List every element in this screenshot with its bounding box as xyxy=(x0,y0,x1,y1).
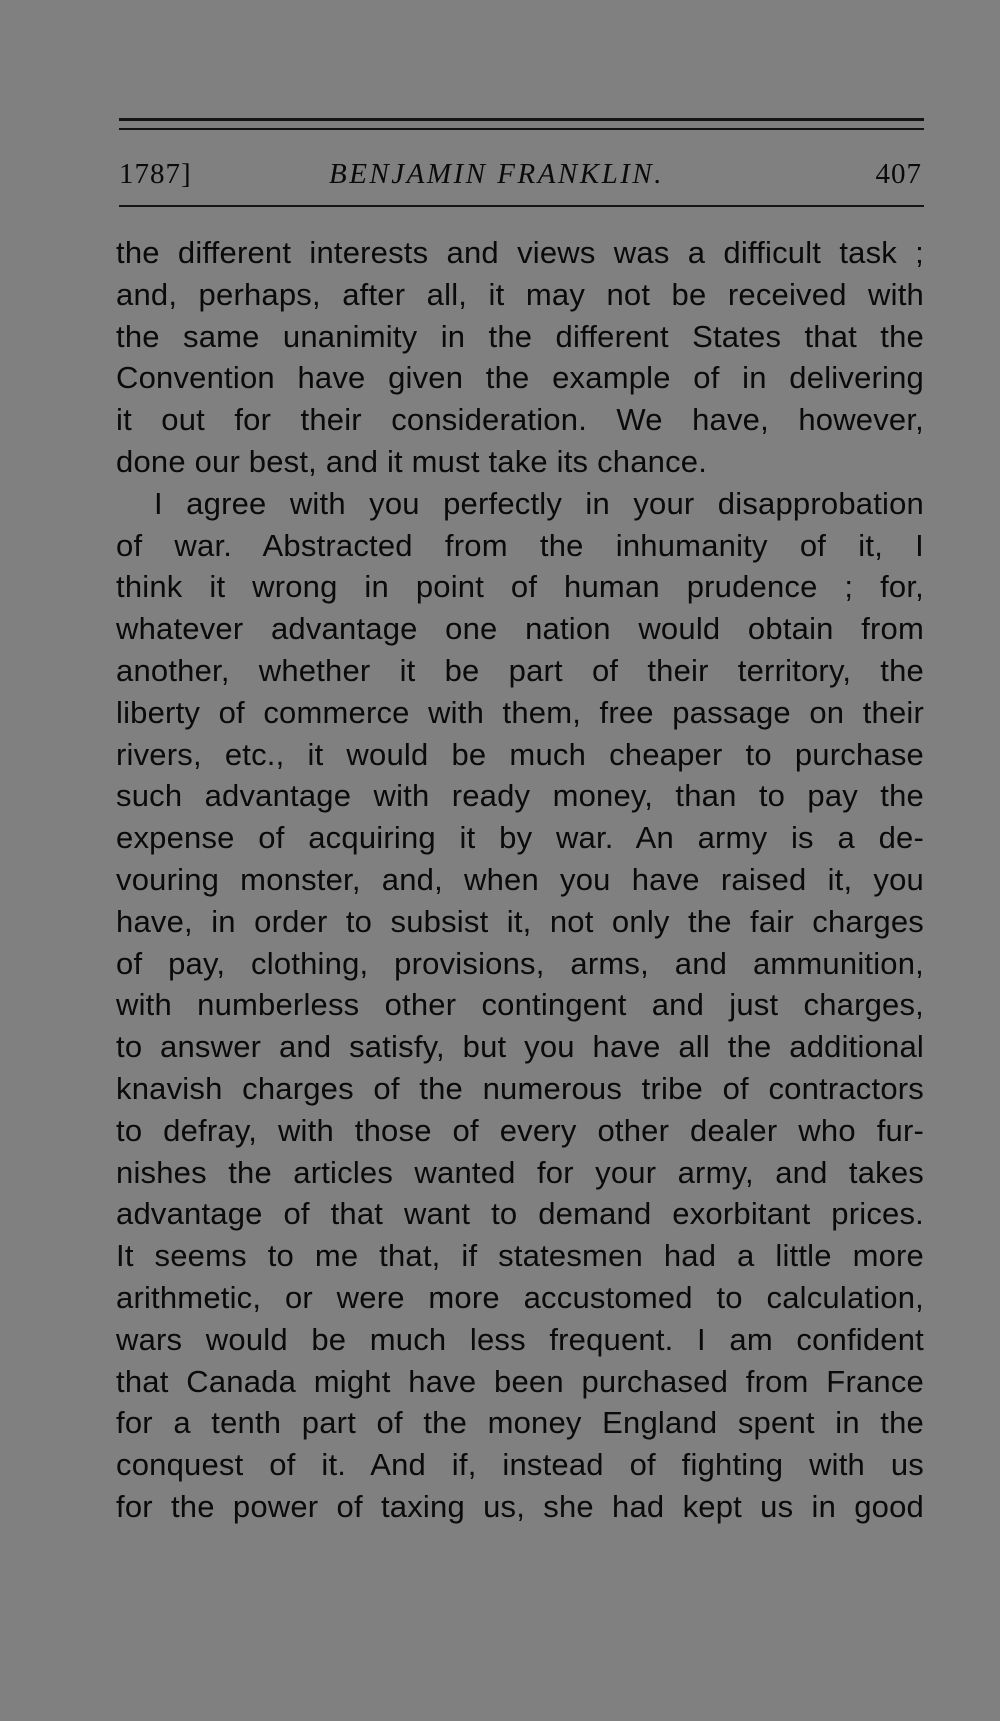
text-line: another, whether it be part of their territory, the xyxy=(116,652,924,688)
text-line: have, in order to subsist it, not only the fair charges xyxy=(116,903,924,939)
text-line: nishes the articles wanted for your army, and takes xyxy=(116,1154,924,1190)
paragraph xyxy=(116,232,924,483)
paragraph xyxy=(116,483,924,1528)
text-line: such advantage with ready money, than to pay the xyxy=(116,778,924,814)
text-line: it out for their consideration. We have, however, xyxy=(116,402,924,438)
text-line: Convention have given the example of in delivering xyxy=(116,360,924,396)
text-line: wars would be much less frequent. I am confident xyxy=(116,1321,924,1357)
header-rule-bottom xyxy=(119,205,924,207)
text-line: to defray, with those of every other dealer who fur- xyxy=(116,1112,924,1148)
running-head-year: 1787] xyxy=(119,158,192,190)
text-line: rivers, etc., it would be much cheaper to purchase xyxy=(116,736,924,772)
text-line: whatever advantage one nation would obtain from xyxy=(116,611,924,647)
text-line: with numberless other contingent and just charges, xyxy=(116,987,924,1023)
text-line: liberty of commerce with them, free passage on their xyxy=(116,694,924,730)
text-line: It seems to me that, if statesmen had a little more xyxy=(116,1238,924,1274)
header-rule-inner xyxy=(119,128,924,130)
text-line: that Canada might have been purchased from France xyxy=(116,1363,924,1399)
text-line: of pay, clothing, provisions, arms, and ammunition, xyxy=(116,945,924,981)
text-line: the same unanimity in the different States that the xyxy=(116,318,924,354)
page-number: 407 xyxy=(875,158,922,190)
text-line: advantage of that want to demand exorbitant prices. xyxy=(116,1196,924,1232)
text-line: conquest of it. And if, instead of fighting with us xyxy=(116,1447,924,1483)
text-line: the different interests and views was a difficult task ; xyxy=(116,235,924,270)
header-rule-top xyxy=(119,118,924,121)
text-line: and, perhaps, after all, it may not be received with xyxy=(116,276,924,312)
text-line: for a tenth part of the money England spent in the xyxy=(116,1405,924,1441)
text-line: done our best, and it must take its chance. xyxy=(116,443,708,479)
text-line: vouring monster, and, when you have raised it, you xyxy=(116,861,924,897)
text-line: to answer and satisfy, but you have all the additional xyxy=(116,1029,924,1065)
text-line: think it wrong in point of human prudence ; for, xyxy=(116,569,924,605)
text-line: I agree with you perfectly in your disapprobation xyxy=(154,485,924,521)
text-line: for the power of taxing us, she had kept us in good xyxy=(116,1488,924,1524)
text-line: knavish charges of the numerous tribe of contractors xyxy=(116,1070,924,1106)
text-line: of war. Abstracted from the inhumanity of it, I xyxy=(116,527,924,563)
running-head-title: BENJAMIN FRANKLIN. xyxy=(329,158,664,190)
running-head xyxy=(119,154,924,194)
text-line: expense of acquiring it by war. An army is a de- xyxy=(116,820,924,856)
body-text xyxy=(116,232,924,1528)
text-line: arithmetic, or were more accustomed to calculation, xyxy=(116,1279,924,1315)
